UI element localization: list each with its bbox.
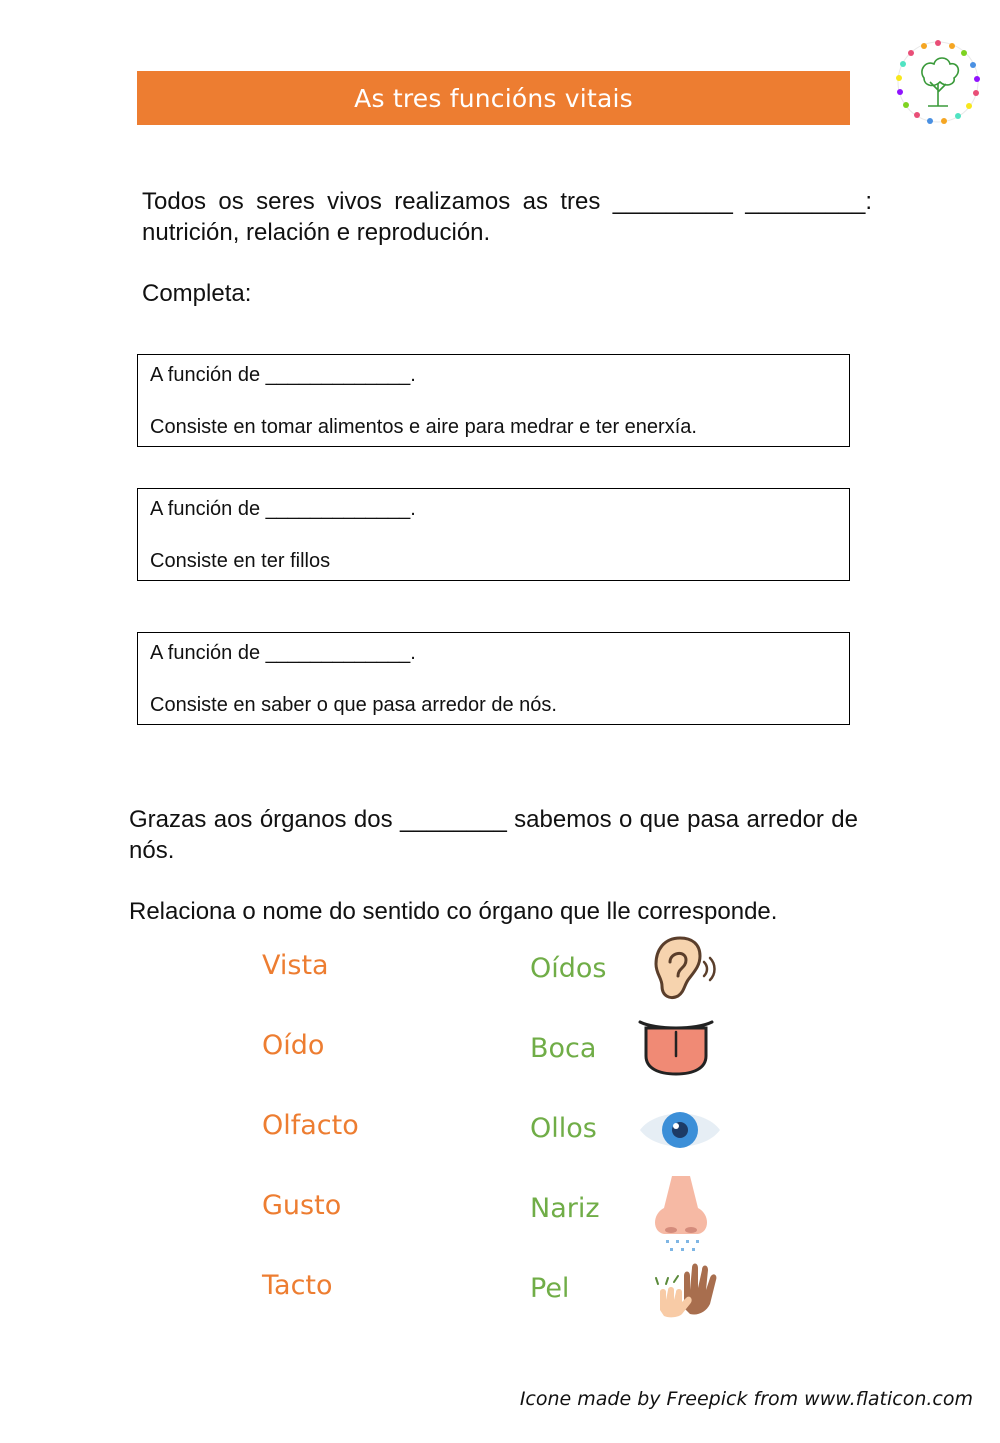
function-box — [137, 354, 850, 447]
tree-logo-icon — [890, 34, 986, 130]
footer-credit: Icone made by Freepick from www.flaticon.com — [519, 1388, 973, 1410]
eye-icon — [638, 1092, 722, 1166]
function-box — [137, 488, 850, 581]
sense-label-oido[interactable]: Oído — [262, 1030, 325, 1061]
organ-label-oidos[interactable]: Oídos — [530, 953, 607, 984]
senses-sentence: Grazas aos órganos dos ________ sabemos o que pasa arredor de nós. — [129, 806, 858, 864]
function-prompt[interactable]: A función de _____________. — [150, 498, 416, 520]
tongue-icon — [636, 1012, 720, 1086]
nose-icon — [644, 1174, 718, 1256]
function-description: Consiste en tomar alimentos e aire para medrar e ter enerxía. — [150, 416, 697, 438]
function-description: Consiste en saber o que pasa arredor de nós. — [150, 694, 557, 716]
organ-label-pel[interactable]: Pel — [530, 1273, 570, 1304]
ear-icon — [640, 932, 724, 1006]
organ-label-nariz[interactable]: Nariz — [530, 1193, 600, 1224]
function-box — [137, 632, 850, 725]
hands-icon — [644, 1254, 728, 1328]
sense-label-vista[interactable]: Vista — [262, 950, 329, 981]
organ-label-ollos[interactable]: Ollos — [530, 1113, 597, 1144]
intro-sentence: Todos os seres vivos realizamos as tres _________ _________: nutrición, relación e reprodución. — [142, 188, 872, 246]
function-prompt[interactable]: A función de _____________. — [150, 364, 416, 386]
sense-label-olfacto[interactable]: Olfacto — [262, 1110, 359, 1141]
function-description: Consiste en ter fillos — [150, 550, 331, 572]
senses-instruction: Relaciona o nome do sentido co órgano que lle corresponde. — [129, 898, 778, 925]
function-prompt[interactable]: A función de _____________. — [150, 642, 416, 664]
organ-label-boca[interactable]: Boca — [530, 1033, 597, 1064]
sense-label-tacto[interactable]: Tacto — [262, 1270, 333, 1301]
instruction-completa: Completa: — [142, 280, 252, 307]
sense-label-gusto[interactable]: Gusto — [262, 1190, 342, 1221]
title-banner — [137, 71, 850, 125]
page-title: As tres funcións vitais — [354, 83, 633, 113]
